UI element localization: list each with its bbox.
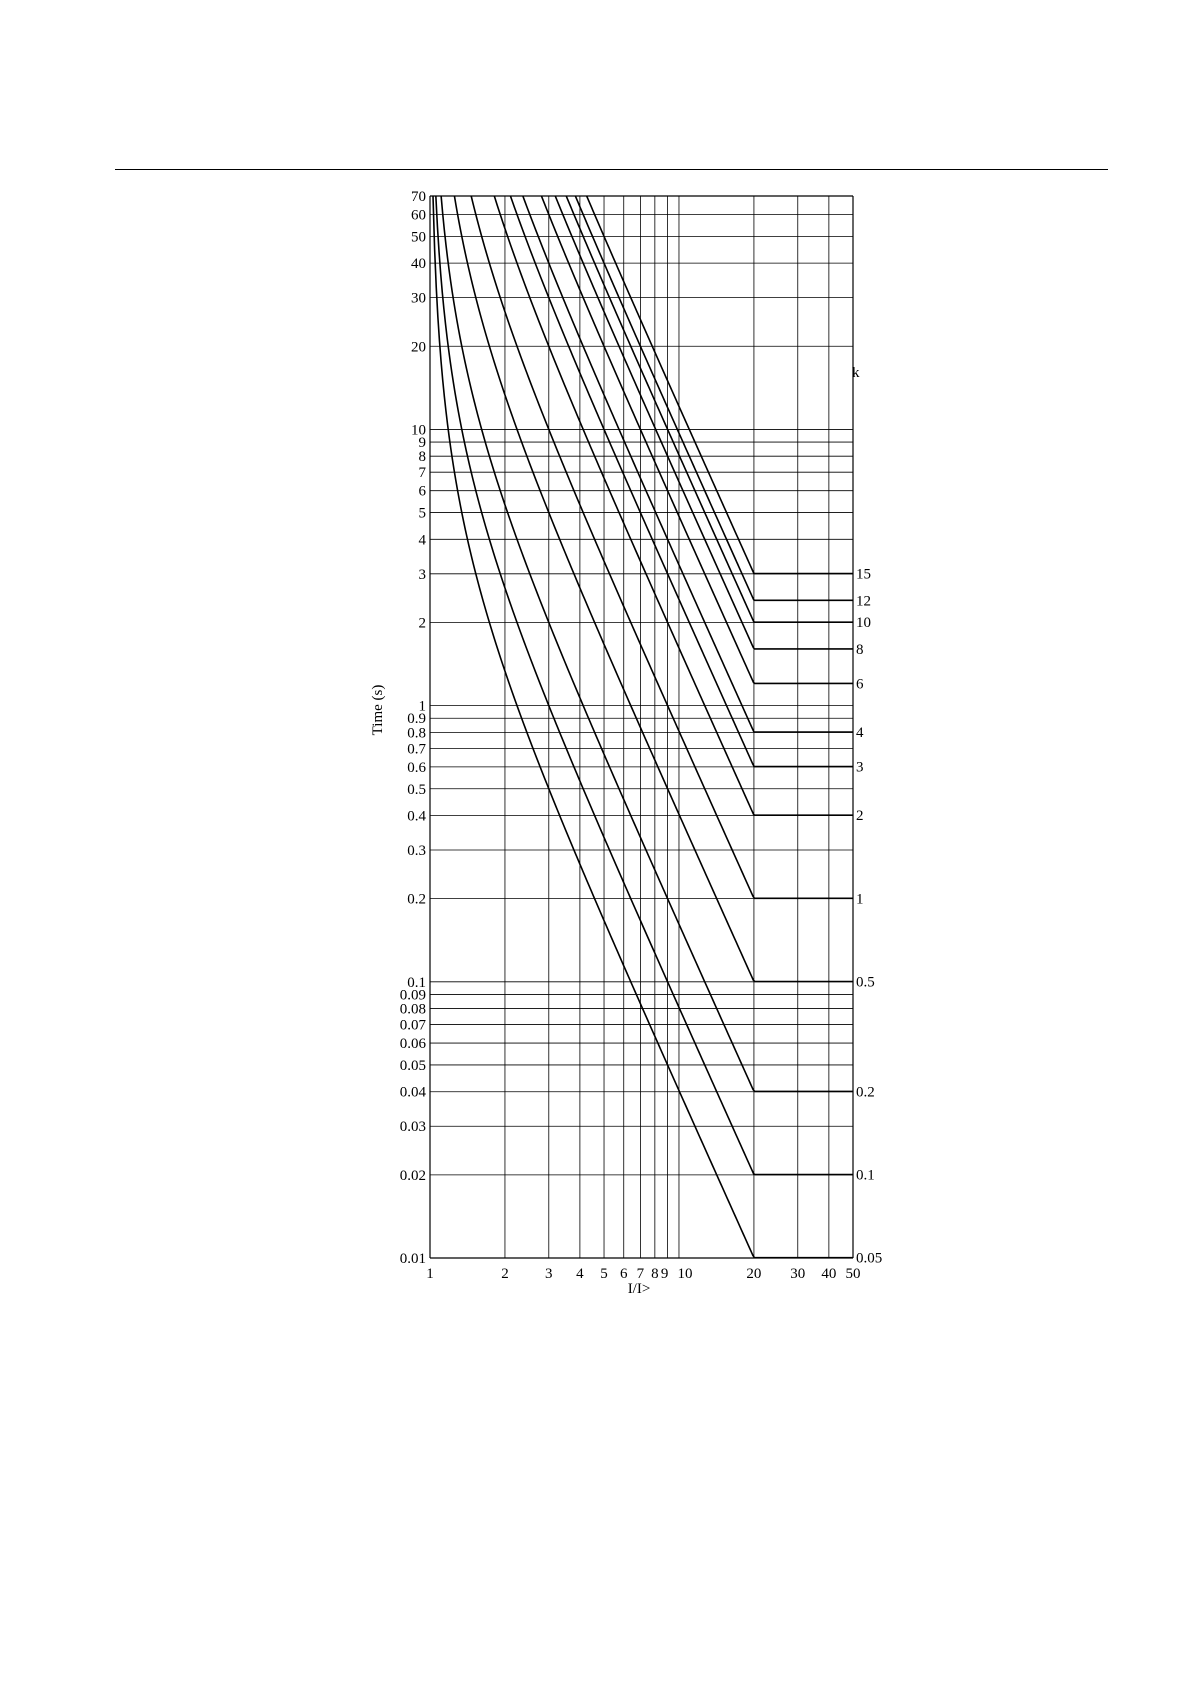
y-tick-label: 0.9 bbox=[407, 711, 426, 728]
y-tick-label: 0.3 bbox=[407, 843, 426, 860]
series-label: 0.5 bbox=[856, 974, 875, 991]
y-tick-label: 1 bbox=[418, 698, 426, 715]
curve-k-0.1 bbox=[436, 196, 853, 1175]
x-tick-label: 10 bbox=[677, 1266, 693, 1282]
curve-k-0.05 bbox=[433, 196, 853, 1258]
series-label: 15 bbox=[856, 566, 871, 583]
series-label: 0.1 bbox=[856, 1167, 875, 1184]
y-tick-label: 0.01 bbox=[399, 1251, 426, 1267]
series-label: 1 bbox=[856, 891, 864, 908]
y-tick-label: 3 bbox=[418, 566, 426, 583]
y-tick-label: 50 bbox=[411, 229, 426, 246]
curve-k-3 bbox=[510, 196, 853, 767]
series-label: 0.05 bbox=[856, 1250, 883, 1267]
series-label: 12 bbox=[856, 593, 871, 610]
x-tick-label: 20 bbox=[746, 1266, 762, 1282]
y-tick-label: 8 bbox=[418, 449, 426, 466]
series-label: 4 bbox=[856, 725, 864, 742]
y-tick-label: 0.03 bbox=[399, 1119, 426, 1136]
x-tick-label: 40 bbox=[821, 1266, 837, 1282]
y-tick-label: 0.08 bbox=[399, 1001, 426, 1018]
x-tick-labels bbox=[426, 1266, 860, 1282]
x-tick-label: 30 bbox=[790, 1266, 806, 1282]
x-axis-label: I/I> bbox=[627, 1281, 651, 1297]
curve-k-4 bbox=[523, 196, 853, 732]
y-tick-label: 0.1 bbox=[407, 974, 426, 991]
legend-title: k bbox=[852, 365, 860, 381]
y-tick-label: 0.7 bbox=[407, 741, 426, 758]
series-label: 6 bbox=[856, 676, 864, 693]
curve-k-10 bbox=[566, 196, 853, 622]
y-tick-label: 30 bbox=[411, 290, 426, 307]
y-tick-label: 40 bbox=[411, 256, 426, 273]
series-label: 2 bbox=[856, 808, 864, 825]
y-tick-label: 0.04 bbox=[399, 1084, 426, 1101]
x-tick-label: 8 bbox=[651, 1266, 659, 1282]
y-tick-label: 0.02 bbox=[399, 1167, 426, 1184]
x-tick-label: 9 bbox=[660, 1266, 669, 1282]
y-tick-label: 9 bbox=[418, 435, 426, 452]
y-tick-label: 0.5 bbox=[407, 781, 426, 798]
x-tick-label: 2 bbox=[501, 1266, 509, 1282]
y-tick-label: 0.8 bbox=[407, 725, 426, 742]
y-tick-label: 0.4 bbox=[407, 808, 426, 825]
x-tick-label: 1 bbox=[426, 1266, 434, 1282]
y-tick-label: 10 bbox=[411, 422, 426, 439]
y-tick-label: 2 bbox=[418, 615, 426, 632]
y-tick-label: 6 bbox=[418, 483, 426, 500]
y-tick-labels bbox=[400, 189, 427, 1267]
x-tick-label: 50 bbox=[845, 1266, 861, 1282]
curve-series bbox=[433, 196, 853, 1258]
y-tick-label: 7 bbox=[418, 465, 426, 482]
y-tick-label: 0.06 bbox=[399, 1036, 426, 1053]
series-label: 0.2 bbox=[856, 1084, 875, 1101]
series-labels bbox=[856, 567, 882, 1267]
y-tick-label: 0.05 bbox=[399, 1057, 426, 1074]
y-tick-label: 60 bbox=[411, 207, 426, 224]
series-label: 8 bbox=[856, 641, 864, 658]
x-tick-label: 7 bbox=[636, 1266, 645, 1282]
x-tick-label: 5 bbox=[600, 1266, 608, 1282]
y-tick-label: 0.6 bbox=[407, 759, 426, 776]
x-tick-label: 4 bbox=[576, 1266, 584, 1282]
y-tick-label: 0.09 bbox=[399, 987, 426, 1004]
x-tick-label: 6 bbox=[619, 1266, 628, 1282]
curve-k-15 bbox=[587, 196, 853, 574]
y-tick-label: 4 bbox=[418, 532, 426, 549]
y-tick-label: 70 bbox=[411, 189, 426, 205]
curve-k-0.2 bbox=[441, 196, 853, 1091]
x-grid-lines bbox=[430, 196, 853, 1258]
y-axis-label: Time (s) bbox=[370, 684, 386, 736]
y-grid-lines bbox=[430, 196, 853, 1258]
y-tick-label: 20 bbox=[411, 339, 426, 356]
curve-k-0.5 bbox=[454, 196, 853, 982]
series-label: 3 bbox=[856, 759, 864, 776]
series-label: 10 bbox=[856, 615, 871, 632]
y-tick-label: 5 bbox=[418, 505, 426, 522]
y-tick-label: 0.07 bbox=[399, 1017, 426, 1034]
curve-k-8 bbox=[555, 196, 853, 649]
curve-k-1 bbox=[471, 196, 853, 898]
x-tick-label: 3 bbox=[545, 1266, 553, 1282]
y-tick-label: 0.2 bbox=[407, 891, 426, 908]
